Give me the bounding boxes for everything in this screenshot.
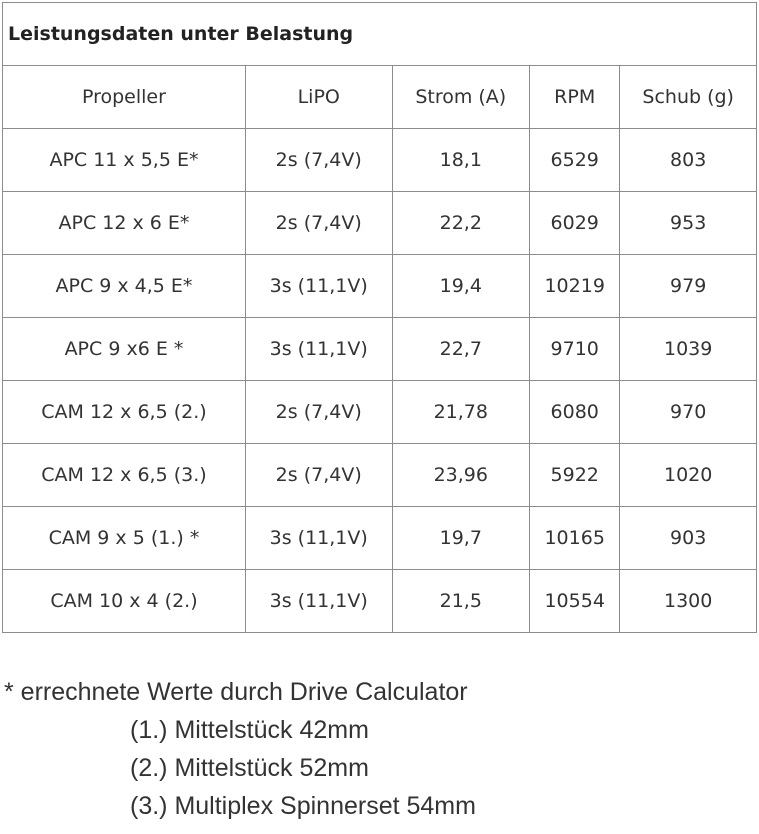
header-schub: Schub (g) [620,66,757,129]
cell-lipo: 3s (11,1V) [245,507,392,570]
cell-strom: 21,78 [392,381,530,444]
cell-propeller: CAM 12 x 6,5 (3.) [3,444,246,507]
cell-propeller: CAM 12 x 6,5 (2.) [3,381,246,444]
cell-schub: 970 [620,381,757,444]
cell-strom: 22,7 [392,318,530,381]
cell-rpm: 6029 [530,192,620,255]
cell-lipo: 2s (7,4V) [245,192,392,255]
header-propeller: Propeller [3,66,246,129]
header-lipo: LiPO [245,66,392,129]
cell-propeller: APC 9 x 4,5 E* [3,255,246,318]
cell-rpm: 10165 [530,507,620,570]
cell-schub: 1300 [620,570,757,633]
footnote-item: (3.) Multiplex Spinnerset 54mm [130,792,476,820]
table-row [3,192,757,255]
table-header-row [3,66,757,129]
cell-strom: 18,1 [392,129,530,192]
table-row [3,255,757,318]
table-row [3,444,757,507]
cell-propeller: APC 9 x6 E * [3,318,246,381]
cell-lipo: 3s (11,1V) [245,570,392,633]
cell-strom: 22,2 [392,192,530,255]
cell-lipo: 3s (11,1V) [245,318,392,381]
performance-table [2,2,757,633]
cell-strom: 21,5 [392,570,530,633]
cell-rpm: 5922 [530,444,620,507]
footnotes [4,673,476,825]
table-title-row [3,3,757,66]
table-row [3,129,757,192]
header-rpm: RPM [530,66,620,129]
footnote-item: (1.) Mittelstück 42mm [130,716,369,744]
footnote-item: (2.) Mittelstück 52mm [130,754,369,782]
cell-rpm: 6080 [530,381,620,444]
table-title: Leistungsdaten unter Belastung [3,3,757,66]
cell-rpm: 10219 [530,255,620,318]
cell-propeller: CAM 9 x 5 (1.) * [3,507,246,570]
cell-schub: 803 [620,129,757,192]
cell-strom: 19,7 [392,507,530,570]
cell-schub: 953 [620,192,757,255]
cell-strom: 19,4 [392,255,530,318]
table-row [3,318,757,381]
table-row [3,381,757,444]
cell-strom: 23,96 [392,444,530,507]
table-row [3,570,757,633]
cell-lipo: 2s (7,4V) [245,444,392,507]
cell-schub: 979 [620,255,757,318]
cell-lipo: 2s (7,4V) [245,381,392,444]
cell-rpm: 9710 [530,318,620,381]
cell-rpm: 10554 [530,570,620,633]
cell-schub: 903 [620,507,757,570]
cell-propeller: APC 12 x 6 E* [3,192,246,255]
cell-rpm: 6529 [530,129,620,192]
cell-schub: 1020 [620,444,757,507]
cell-lipo: 3s (11,1V) [245,255,392,318]
cell-propeller: APC 11 x 5,5 E* [3,129,246,192]
cell-propeller: CAM 10 x 4 (2.) [3,570,246,633]
cell-schub: 1039 [620,318,757,381]
header-strom: Strom (A) [392,66,530,129]
footnote-asterisk: * errechnete Werte durch Drive Calculator [4,678,468,706]
table-row [3,507,757,570]
cell-lipo: 2s (7,4V) [245,129,392,192]
